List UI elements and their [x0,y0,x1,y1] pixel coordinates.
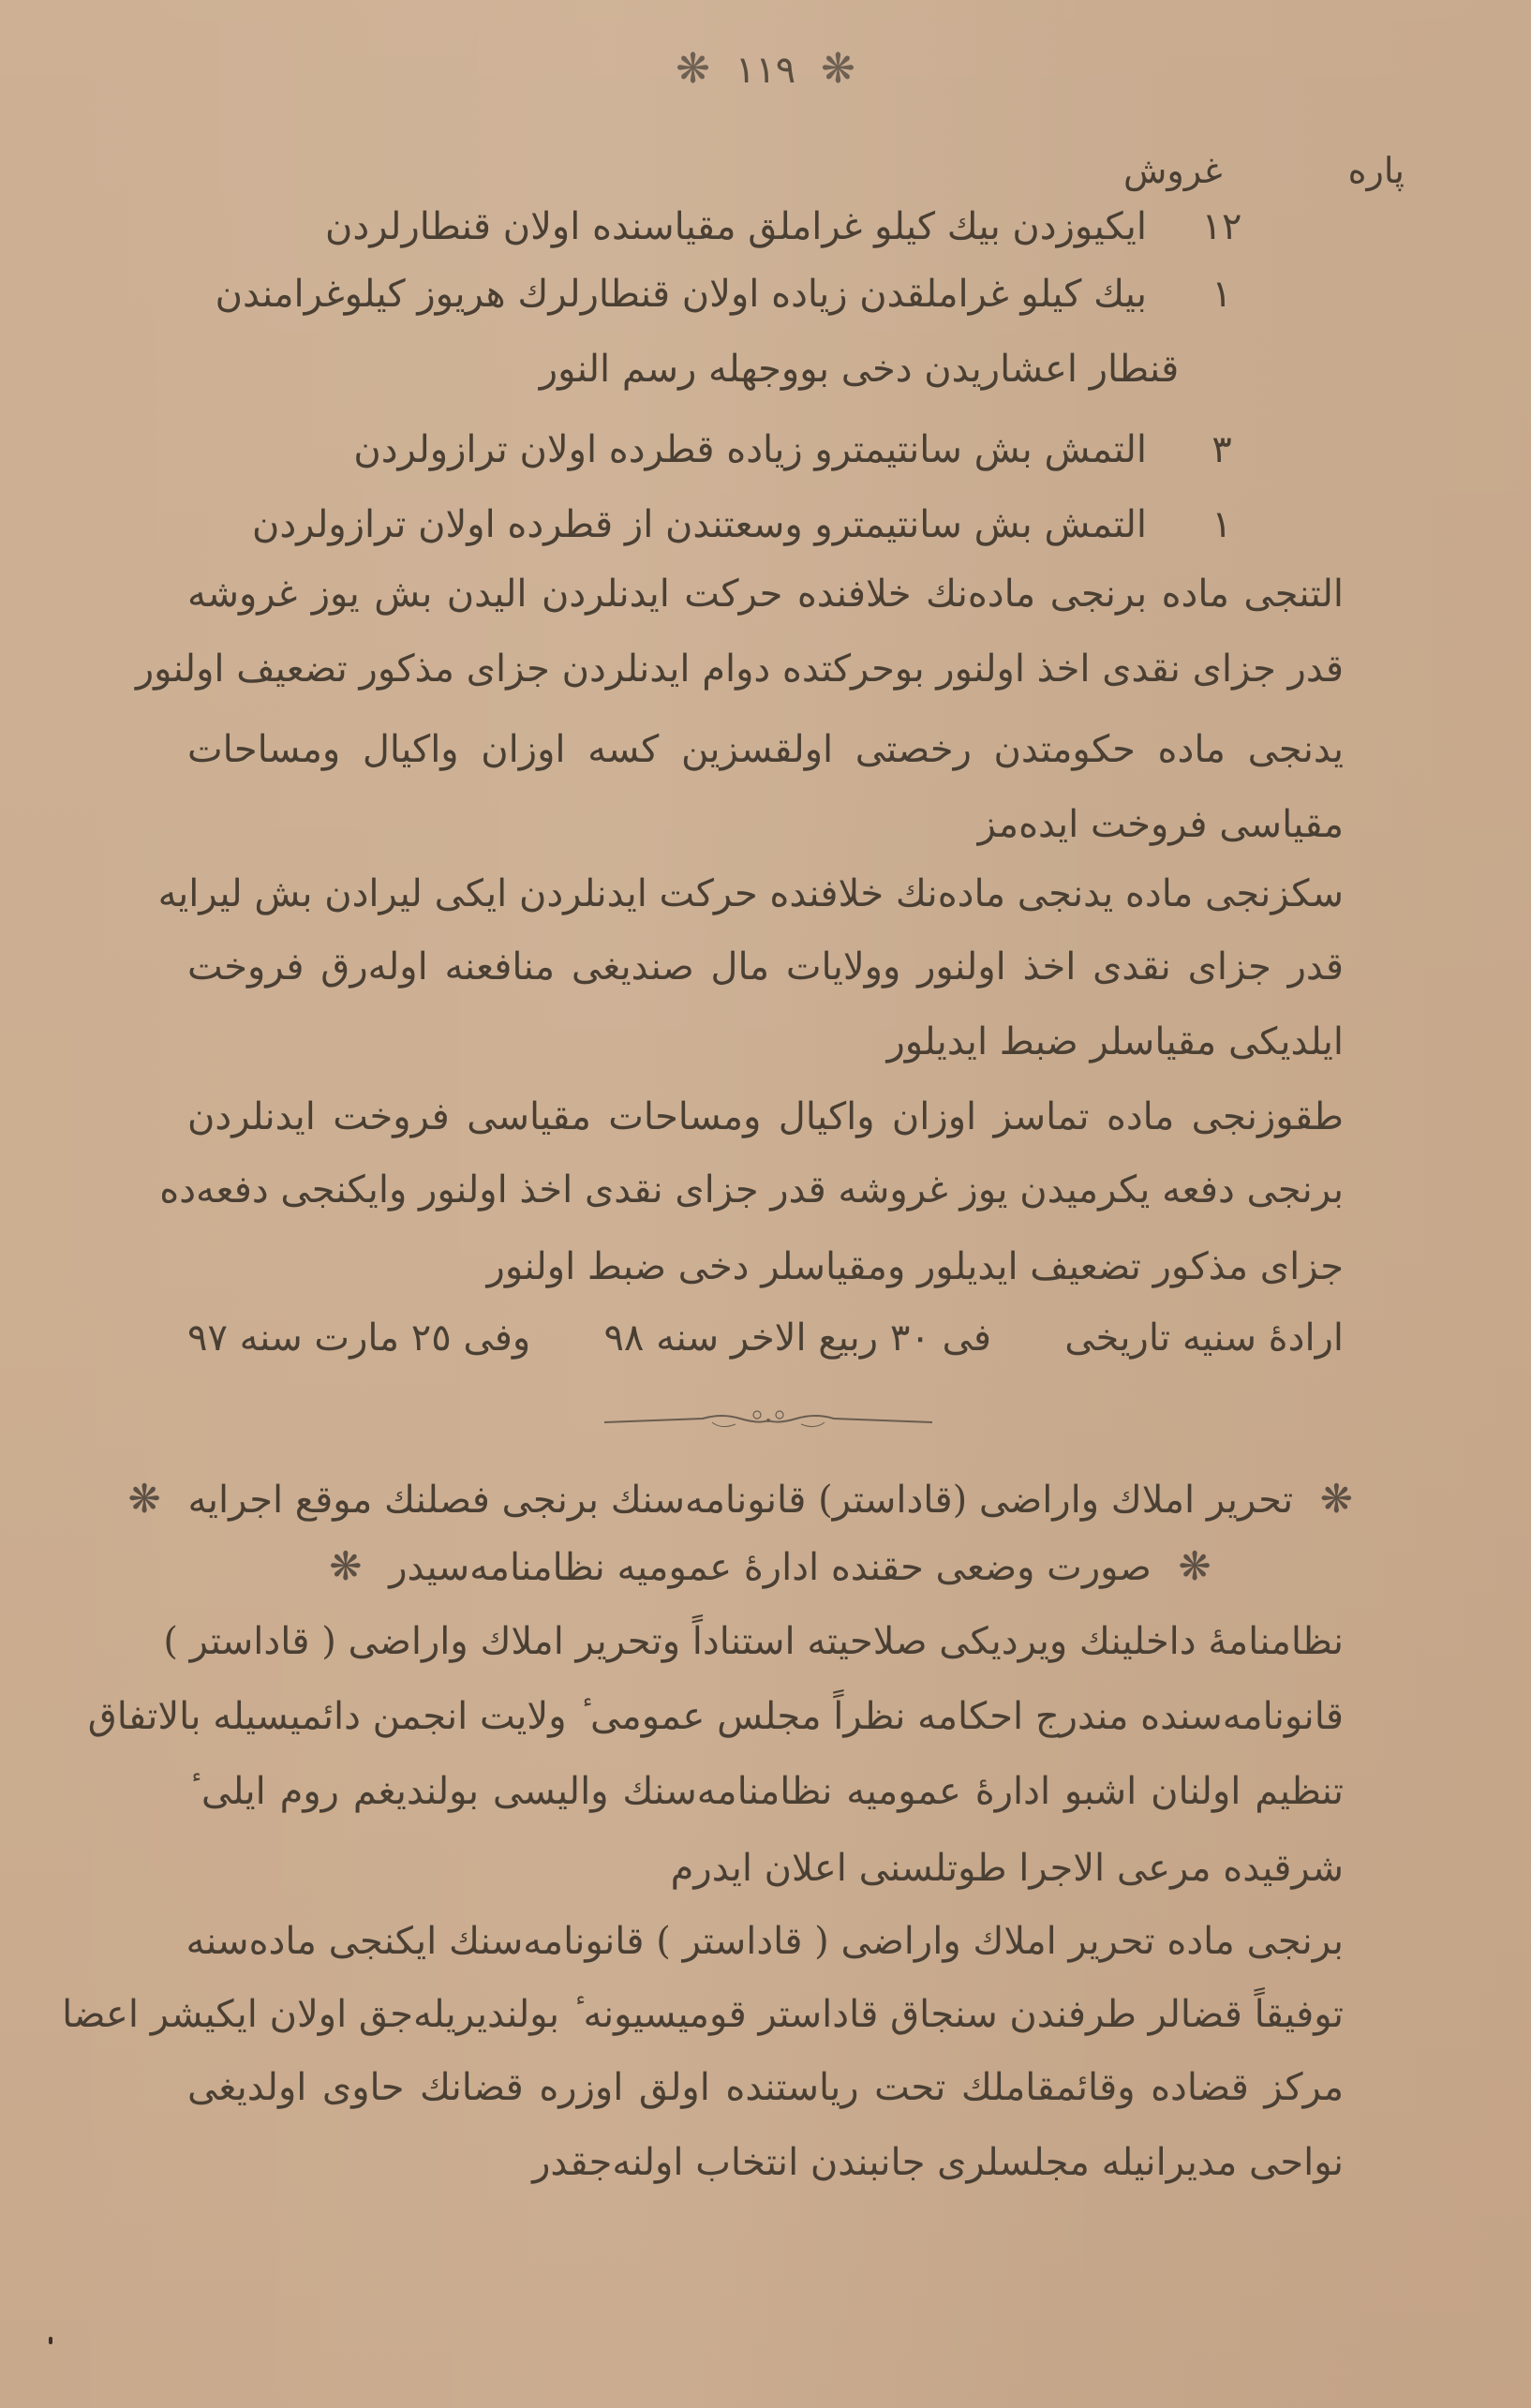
paper-speck [49,2337,52,2344]
fee-description: بیك كیلو غراملقدن زیاده اولان قنطارلرك هریوز كیلوغرامندن [215,273,1147,316]
fee-description: التمش بش سانتیمترو زیاده قطرده اولان ترازولردن [353,428,1147,471]
article-line: یدنجی ماده حكومتدن رخصتی اولقسزین كسه اوزان واكیال ومساحات [187,728,1344,771]
ornament-icon: ❋ [676,45,711,93]
fee-amount: ٣ [1211,428,1232,471]
fee-amount: ١ [1211,503,1232,546]
section-title-line-2 [187,1537,1353,1598]
article-line: برنجی ماده تحریر املاك واراضی ( قاداستر ) قانونامه‌سنك ایكنجی ماده‌سنه [186,1920,1344,1963]
decree-date-rumi: وفی ٢٥ مارت سنه ٩٧ [187,1316,531,1360]
article-line: نواحی مدیرانیله مجلسلری جانبندن انتخاب اولنه‌جقدر [532,2141,1344,2184]
article-line: التنجی ماده برنجی ماده‌نك خلافنده حركت ایدنلردن الیدن بش یوز غروشه [187,572,1344,616]
article-line: ایلدیكی مقیاسلر ضبط ایدیلور [886,1020,1344,1063]
page-number-header [0,45,1531,93]
section-title-text: تحریر املاك واراضی (قاداستر) قانونامه‌سنك برنجی فصلنك موقع اجرایه [187,1479,1294,1522]
ornamental-divider-icon [600,1405,937,1434]
article-line: جزای مذكور تضعیف ایدیلور ومقیاسلر دخی ضبط اولنور [486,1245,1344,1288]
header-gurush: غروش [1123,150,1223,191]
fee-description: قنطار اعشاریدن دخی بووجهله رسم النور [539,348,1180,391]
decree-date-line [187,1308,1344,1368]
fee-table-header [1123,150,1405,191]
article-line: توفیقاً قضالر طرفندن سنجاق قاداستر قومیسیونه ٔ بولندیریله‌جق اولان ایكیشر اعضا [62,1993,1344,2036]
article-line: نظامنامهٔ داخلینك ویردیكی صلاحیته استناداً وتحریر املاك واراضی ( قاداستر ) [163,1620,1344,1663]
fee-amount: ١٢ [1201,205,1242,248]
article-line: قدر جزای نقدی اخذ اولنور وولایات مال صندیغی منافعنه اولەرق فروخت [187,945,1344,988]
article-line: مركز قضاده وقائمقاملك تحت ریاستنده اولق اوزره قضانك حاوی اولدیغی [187,2066,1344,2109]
star-ornament-icon: ❋ [1319,1476,1353,1522]
article-line: قدر جزای نقدی اخذ اولنور بوحركتده دوام ایدنلردن جزای مذكور تضعیف اولنور [135,647,1344,691]
decree-date-hijri: فی ٣٠ ربیع الاخر سنه ٩٨ [603,1316,991,1360]
article-line: سكزنجی ماده یدنجی ماده‌نك خلافنده حركت ایدنلردن ایكی لیرادن بش لیرایه [157,872,1344,915]
article-line: شرقیده مرعی الاجرا طوتلسنی اعلان ایدرم [670,1847,1344,1890]
star-ornament-icon: ❋ [329,1543,363,1589]
article-line: قانونامه‌سنده مندرج احكامه نظراً مجلس عمومی ٔ ولایت انجمن دائمیسیله بالاتفاق [87,1695,1344,1738]
star-ornament-icon: ❋ [127,1476,161,1522]
decree-date-label: ارادهٔ سنیه تاریخی [1064,1316,1344,1360]
fee-amount: ١ [1211,273,1232,316]
fee-description: التمش بش سانتیمترو وسعتندن از قطرده اولان ترازولردن [251,503,1147,546]
article-line: مقیاسی فروخت ایده‌مز [977,803,1344,846]
article-line: تنظیم اولنان اشبو ادارهٔ عمومیه نظامنامه‌سنك والیسی بولندیغم روم ایلی ٔ [187,1770,1344,1813]
article-line: برنجی دفعه یكرمیدن یوز غروشه قدر جزای نقدی اخذ اولنور وایكنجی دفعه‌ده [159,1168,1344,1211]
article-line: طقوزنجی ماده تماسز اوزان واكیال ومساحات مقیاسی فروخت ایدنلردن [187,1095,1344,1138]
section-title-line-1 [127,1469,1353,1530]
ornament-icon: ❋ [820,45,855,93]
section-title-subtext: صورت وضعی حقنده ادارهٔ عمومیه نظامنامه‌سیدر [389,1546,1152,1589]
page-number: ١١٩ [735,49,796,92]
header-para: پاره [1347,150,1405,191]
fee-description: ایكیوزدن بیك كیلو غراملق مقیاسنده اولان قنطارلردن [325,205,1147,248]
star-ornament-icon: ❋ [1178,1543,1211,1589]
